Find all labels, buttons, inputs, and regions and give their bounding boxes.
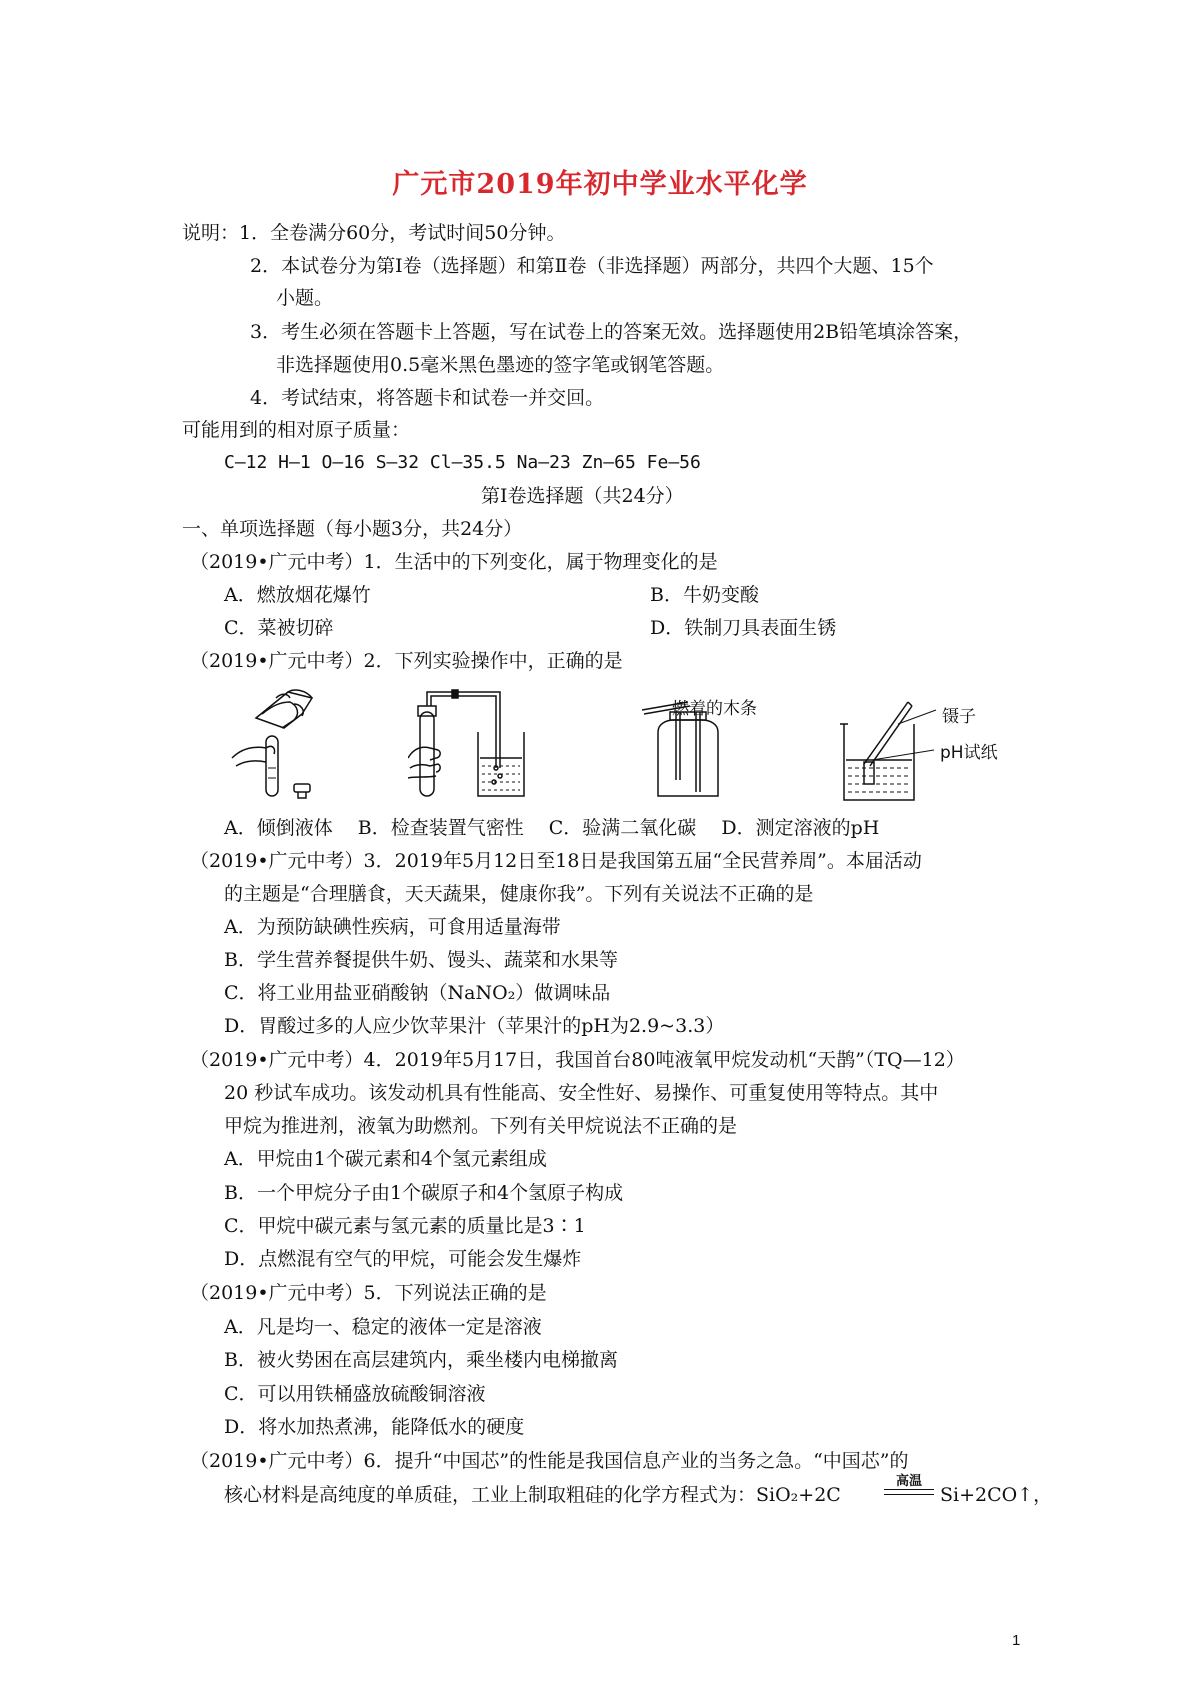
q4-option-a: A．甲烷由1个碳元素和4个氢元素组成 (224, 1148, 547, 1170)
q1-stem: （2019•广元中考）1．生活中的下列变化，属于物理变化的是 (190, 551, 718, 573)
figure-airtightness-check (408, 688, 536, 803)
q5-stem: （2019•广元中考）5．下列说法正确的是 (190, 1282, 547, 1304)
q6-stem-line2: 核心材料是高纯度的单质硅，工业上制取粗硅的化学方程式为：SiO₂+2C (224, 1484, 841, 1506)
label-tweezers: 镊子 (942, 707, 976, 727)
note-2-cont: 小题。 (276, 287, 334, 309)
q6-stem-line2-end: Si+2CO↑， (940, 1484, 1053, 1506)
q4-stem-line2: 20 秒试车成功。该发动机具有性能高、安全性好、易操作、可重复使用等特点。其中 (224, 1082, 939, 1104)
q3-option-d: D．胃酸过多的人应少饮苹果汁（苹果汁的pH为2.9~3.3） (224, 1015, 725, 1037)
q5-option-c: C．可以用铁桶盛放硫酸铜溶液 (224, 1383, 486, 1405)
note-4: 4．考试结束，将答题卡和试卷一并交回。 (250, 387, 605, 409)
q3-option-b: B．学生营养餐提供牛奶、馒头、蔬菜和水果等 (224, 949, 618, 971)
q1-option-c: C．菜被切碎 (224, 617, 334, 639)
atomic-mass-values: C—12 H—1 O—16 S—32 Cl—35.5 Na—23 Zn—65 Fe—56 (224, 452, 701, 473)
q2-stem: （2019•广元中考）2．下列实验操作中，正确的是 (190, 650, 623, 672)
q3-stem-line1: （2019•广元中考）3．2019年5月12日至18日是我国第五届“全民营养周”。本届活动 (190, 850, 922, 872)
label-ph-paper: pH试纸 (940, 743, 998, 763)
figure-label-stick (672, 690, 802, 730)
q5-option-a: A．凡是均一、稳定的液体一定是溶液 (224, 1316, 542, 1338)
q5-option-b: B．被火势困在高层建筑内，乘坐楼内电梯撤离 (224, 1349, 618, 1371)
q1-option-b: B．牛奶变酸 (650, 584, 759, 606)
q6-stem-line1: （2019•广元中考）6．提升“中国芯”的性能是我国信息产业的当务之急。“中国芯”的 (190, 1450, 909, 1472)
q3-stem-line2: 的主题是“合理膳食，天天蔬果，健康你我”。下列有关说法不正确的是 (224, 883, 814, 905)
note-1: 说明：1．全卷满分60分，考试时间50分钟。 (182, 222, 566, 244)
figure-pouring-liquid (228, 688, 358, 803)
q3-option-a: A．为预防缺碘性疾病，可食用适量海带 (224, 916, 561, 938)
q1-option-d: D．铁制刀具表面生锈 (650, 617, 837, 639)
q4-stem-line3: 甲烷为推进剂，液氧为助燃剂。下列有关甲烷说法不正确的是 (224, 1115, 738, 1137)
q4-option-b: B．一个甲烷分子由1个碳原子和4个氢原子构成 (224, 1182, 624, 1204)
label-burning-stick: 燃着的木条 (672, 699, 757, 719)
q1-option-a: A．燃放烟花爆竹 (224, 584, 371, 606)
q2-options: A．倾倒液体 B．检查装置气密性 C．验满二氧化碳 D．测定溶液的pH (224, 817, 880, 839)
q3-option-c: C．将工业用盐亚硝酸钠（NaNO₂）做调味品 (224, 982, 611, 1004)
q4-option-c: C．甲烷中碳元素与氢元素的质量比是3∶1 (224, 1215, 586, 1237)
section1-heading: 一、单项选择题（每小题3分，共24分） (182, 518, 523, 540)
part1-heading: 第Ⅰ卷选择题（共24分） (481, 485, 684, 507)
q5-option-d: D．将水加热煮沸，能降低水的硬度 (224, 1416, 525, 1438)
page-title: 广元市2019年初中学业水平化学 (392, 169, 808, 200)
atomic-mass-label: 可能用到的相对原子质量： (182, 419, 411, 441)
note-3: 3．考生必须在答题卡上答题，写在试卷上的答案无效。选择题使用2B铅笔填涂答案， (250, 321, 973, 343)
q4-stem-line1: （2019•广元中考）4．2019年5月17日，我国首台80吨液氧甲烷发动机“天鹊”（TQ—12） (190, 1049, 965, 1071)
note-3-cont: 非选择题使用0.5毫米黑色墨迹的签字笔或钢笔答题。 (276, 354, 725, 376)
q4-option-d: D．点燃混有空气的甲烷，可能会发生爆炸 (224, 1248, 582, 1270)
equation-bar-top (884, 1489, 934, 1490)
equation-bar-bottom (884, 1494, 934, 1495)
page-number: 1 (1012, 1632, 1021, 1649)
reaction-condition: 高温 (895, 1474, 922, 1489)
note-2: 2．本试卷分为第Ⅰ卷（选择题）和第Ⅱ卷（非选择题）两部分，共四个大题、15个 (250, 255, 934, 277)
figure-labels-ph (936, 700, 1046, 770)
figure-ph-test (838, 700, 938, 804)
